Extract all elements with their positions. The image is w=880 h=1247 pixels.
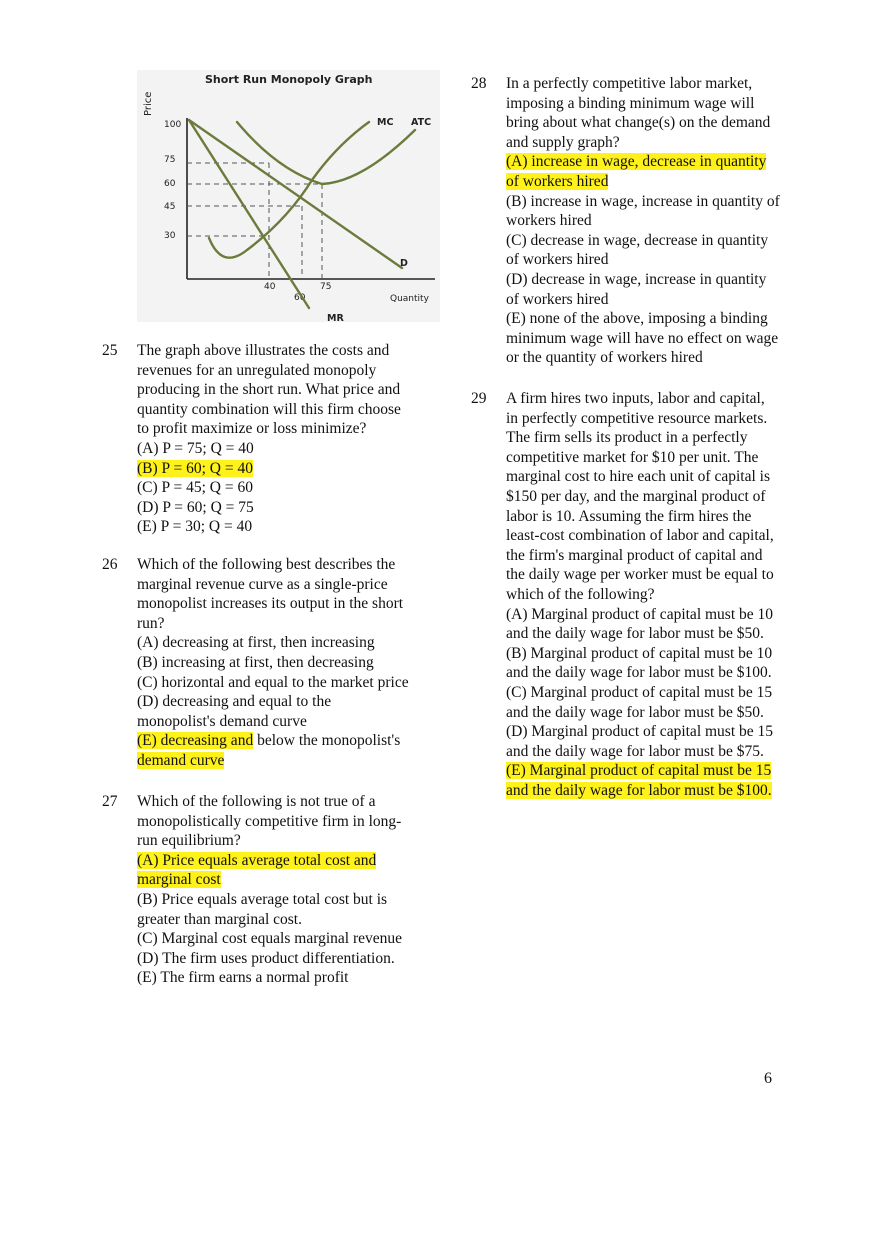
- answer-option-highlighted: marginal cost: [137, 871, 221, 889]
- question-line: competitive market for $10 per unit. The: [506, 448, 759, 466]
- question-line: and supply graph?: [506, 133, 620, 151]
- answer-option: (B) Marginal product of capital must be 10: [506, 644, 773, 662]
- answer-option: (B) increasing at first, then decreasing: [137, 653, 374, 671]
- mr-label: MR: [327, 313, 344, 322]
- question-line: quantity combination will this firm choose: [137, 400, 401, 418]
- question-line: monopolist increases its output in the short: [137, 595, 404, 613]
- atc-label: ATC: [411, 117, 432, 128]
- x-tick-label: 60: [294, 293, 306, 303]
- answer-option: (C) Marginal cost equals marginal revenue: [137, 930, 402, 948]
- question-line: bring about what change(s) on the demand: [506, 114, 771, 132]
- question-number: 28: [471, 75, 487, 92]
- question-line: monopolistically competitive firm in long-: [137, 812, 402, 830]
- question-line: producing in the short run. What price and: [137, 381, 401, 399]
- question-number: 29: [471, 390, 487, 407]
- question-line: Which of the following best describes the: [137, 556, 396, 573]
- answer-option-highlighted: and the daily wage for labor must be $100.: [506, 781, 772, 799]
- graph-xlabel: Quantity: [390, 294, 429, 304]
- y-tick-label: 75: [164, 155, 176, 165]
- answer-option: (B) Price equals average total cost but is: [137, 890, 388, 908]
- question-line: Which of the following is not true of a: [137, 793, 376, 810]
- question-line: The firm sells its product in a perfectly: [506, 429, 748, 447]
- answer-option: (D) The firm uses product differentiation.: [137, 949, 395, 967]
- monopoly-graph-svg: [137, 70, 440, 322]
- answer-option: and the daily wage for labor must be $100.: [506, 664, 772, 682]
- answer-option: (A) decreasing at first, then increasing: [137, 634, 375, 652]
- answer-option: (D) Marginal product of capital must be 15: [506, 723, 774, 741]
- answer-option: (E) P = 30; Q = 40: [137, 518, 253, 536]
- question-number: 27: [102, 793, 118, 810]
- question-number: 26: [102, 556, 118, 573]
- y-tick-label: 100: [164, 120, 182, 130]
- answer-option-highlighted: (E) decreasing and below the monopolist's: [137, 732, 401, 750]
- answer-option: (D) decreasing and equal to the: [137, 693, 332, 711]
- answer-option: or the quantity of workers hired: [506, 349, 703, 367]
- answer-option: and the daily wage for labor must be $50.: [506, 703, 764, 721]
- question-body: [137, 555, 409, 771]
- answer-option: (C) horizontal and equal to the market price: [137, 673, 409, 691]
- y-tick-label: 60: [164, 179, 176, 189]
- question-body: [137, 341, 401, 537]
- answer-option-highlighted: (A) Price equals average total cost and: [137, 851, 377, 869]
- question-line: run?: [137, 614, 165, 632]
- question-body: [137, 792, 402, 988]
- answer-option: (E) none of the above, imposing a binding: [506, 310, 768, 328]
- question-line: least-cost combination of labor and capital,: [506, 527, 774, 545]
- answer-option-highlighted: (E) Marginal product of capital must be 15: [506, 762, 772, 780]
- answer-option: (A) Marginal product of capital must be 10: [506, 605, 774, 623]
- answer-option: greater than marginal cost.: [137, 910, 302, 928]
- question-line: marginal revenue curve as a single-price: [137, 575, 388, 593]
- answer-option-highlighted: of workers hired: [506, 172, 609, 190]
- x-tick-label: 40: [264, 282, 276, 292]
- question-line: revenues for an unregulated monopoly: [137, 361, 377, 379]
- question-line: In a perfectly competitive labor market,: [506, 75, 753, 92]
- question-number: 25: [102, 342, 118, 359]
- answer-option-highlighted: demand curve: [137, 751, 225, 769]
- answer-option: (C) Marginal product of capital must be 15: [506, 683, 773, 701]
- d-label: D: [400, 258, 408, 269]
- answer-option: (C) decrease in wage, decrease in quantity: [506, 231, 769, 249]
- question-line: to profit maximize or loss minimize?: [137, 420, 367, 438]
- monopoly-graph: [137, 70, 440, 322]
- answer-option-highlighted: (A) increase in wage, decrease in quantity: [506, 153, 767, 171]
- question-line: The graph above illustrates the costs and: [137, 342, 390, 359]
- x-tick-label: 75: [320, 282, 332, 292]
- answer-option: and the daily wage for labor must be $50.: [506, 625, 764, 643]
- graph-ylabel: Price: [143, 91, 154, 116]
- answer-option: minimum wage will have no effect on wage: [506, 329, 779, 347]
- question-line: imposing a binding minimum wage will: [506, 94, 755, 112]
- answer-option: of workers hired: [506, 251, 609, 269]
- answer-option: workers hired: [506, 212, 592, 230]
- answer-option: (E) The firm earns a normal profit: [137, 969, 349, 987]
- question-line: marginal cost to hire each unit of capital is: [506, 468, 770, 486]
- question-line: the firm's marginal product of capital and: [506, 546, 763, 564]
- answer-option: (D) decrease in wage, increase in quantity: [506, 270, 767, 288]
- answer-option: of workers hired: [506, 290, 609, 308]
- question-line: which of the following?: [506, 585, 655, 603]
- question-line: in perfectly competitive resource markets.: [506, 409, 768, 427]
- answer-option: (C) P = 45; Q = 60: [137, 479, 253, 497]
- y-tick-label: 45: [164, 202, 176, 212]
- y-tick-label: 30: [164, 231, 176, 241]
- answer-option: (D) P = 60; Q = 75: [137, 498, 254, 516]
- demand-curve: [189, 120, 402, 268]
- atc-curve: [237, 122, 415, 184]
- question-line: labor is 10. Assuming the firm hires the: [506, 507, 752, 525]
- answer-option: monopolist's demand curve: [137, 712, 307, 730]
- answer-option: and the daily wage for labor must be $75.: [506, 742, 764, 760]
- answer-option-highlighted: (B) P = 60; Q = 40: [137, 459, 253, 477]
- question-line: $150 per day, and the marginal product of: [506, 487, 766, 505]
- question-line: the daily wage per worker must be equal to: [506, 566, 774, 584]
- answer-option: (A) P = 75; Q = 40: [137, 439, 254, 457]
- question-line: run equilibrium?: [137, 832, 241, 850]
- graph-title: Short Run Monopoly Graph: [205, 73, 373, 86]
- answer-option: (B) increase in wage, increase in quantity of: [506, 192, 780, 210]
- question-body: [506, 74, 780, 368]
- question-body: [506, 389, 774, 800]
- mc-label: MC: [377, 117, 394, 128]
- question-line: A firm hires two inputs, labor and capital,: [506, 390, 765, 407]
- page-number: 6: [764, 1070, 772, 1087]
